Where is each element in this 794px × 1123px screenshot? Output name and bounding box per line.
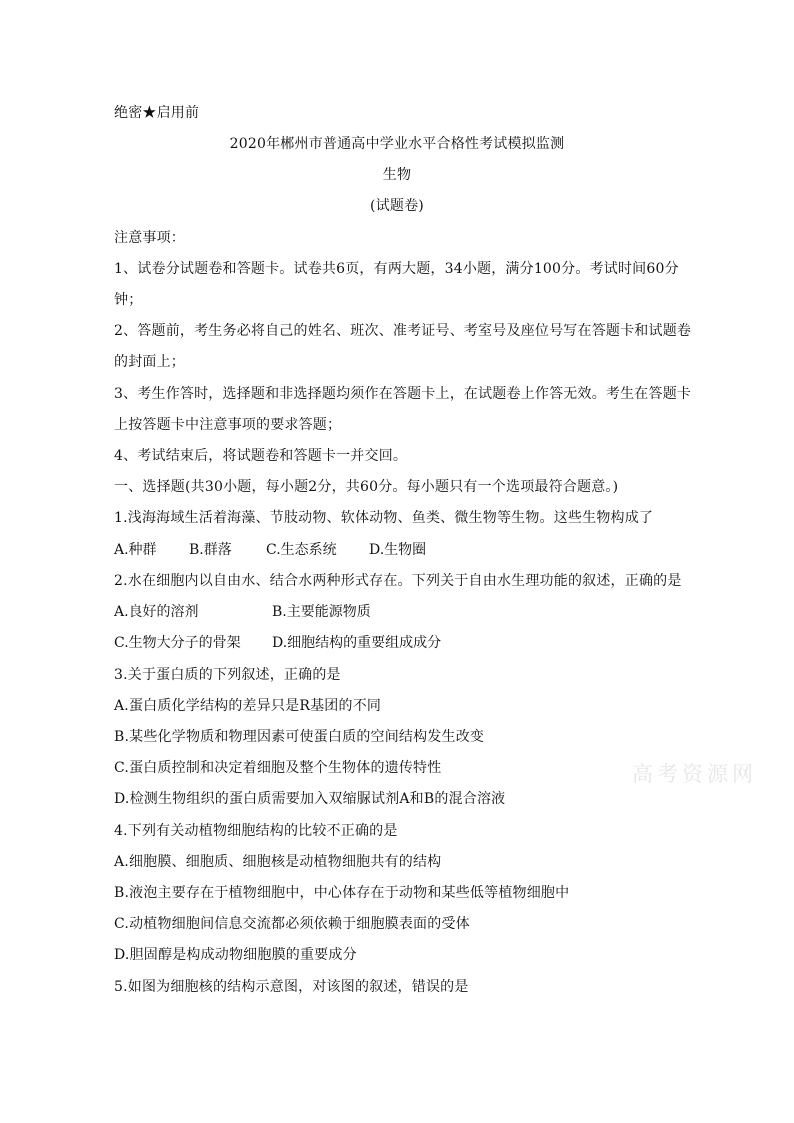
watermark: 高考资源网 (632, 762, 757, 786)
notes-heading: 注意事项： (114, 230, 185, 246)
q3-option-a: A.蛋白质化学结构的差异只是R基团的不同 (114, 698, 382, 714)
q4-option-a: A.细胞膜、细胞质、细胞核是动植物细胞共有的结构 (114, 854, 442, 870)
q2-option-b: B.主要能源物质 (272, 604, 371, 620)
q2-option-a: A.良好的溶剂 (114, 604, 199, 620)
secret-label: 绝密★启用前 (114, 105, 200, 121)
q1-option-d: D.生物圈 (369, 542, 427, 558)
note-3-line-2: 上按答题卡中注意事项的要求答题； (114, 417, 342, 433)
q1-option-c: C.生态系统 (266, 542, 337, 558)
q1-option-a: A.种群 (114, 542, 157, 558)
note-1-line-2: 钟； (114, 292, 143, 308)
q2-option-c: C.生物大分子的骨架 (114, 635, 241, 651)
note-2-line-1: 2、答题前，考生务必将自己的姓名、班次、准考证号、考室号及座位号写在答题卡和试题卷 (114, 323, 692, 339)
q1-stem: 1.浅海海域生活着海藻、节肢动物、软体动物、鱼类、微生物等生物。这些生物构成了 (114, 510, 654, 526)
paper-type: (试题卷) (370, 198, 424, 214)
q2-stem: 2.水在细胞内以自由水、结合水两种形式存在。下列关于自由水生理功能的叙述，正确的是 (114, 573, 682, 589)
q2-option-d: D.细胞结构的重要组成成分 (272, 635, 442, 651)
q3-option-b: B.某些化学物质和物理因素可使蛋白质的空间结构发生改变 (114, 729, 485, 745)
q4-option-d: D.胆固醇是构成动物细胞膜的重要成分 (114, 947, 357, 963)
note-1-line-1: 1、试卷分试题卷和答题卡。试卷共6页，有两大题，34小题，满分100分。考试时间60分 (114, 261, 679, 277)
q3-option-c: C.蛋白质控制和决定着细胞及整个生物体的遗传特性 (114, 760, 442, 776)
q4-option-c: C.动植物细胞间信息交流都必须依赖于细胞膜表面的受体 (114, 916, 470, 932)
q4-stem: 4.下列有关动植物细胞结构的比较不正确的是 (114, 823, 398, 839)
note-3-line-1: 3、考生作答时，选择题和非选择题均须作在答题卡上，在试题卷上作答无效。考生在答题卡 (114, 386, 692, 402)
q1-option-b: B.群落 (189, 542, 232, 558)
section-heading: 一、选择题(共30小题，每小题2分，共60分。每小题只有一个选项最符合题意。) (114, 479, 619, 495)
exam-title: 2020年郴州市普通高中学业水平合格性考试模拟监测 (229, 136, 565, 152)
subject-title: 生物 (382, 167, 412, 183)
q5-stem: 5.如图为细胞核的结构示意图，对该图的叙述，错误的是 (114, 979, 469, 995)
note-4: 4、考试结束后，将试题卷和答题卡一并交回。 (114, 448, 408, 464)
note-2-line-2: 的封面上； (114, 354, 185, 370)
q3-stem: 3.关于蛋白质的下列叙述，正确的是 (114, 667, 341, 683)
q3-option-d: D.检测生物组织的蛋白质需要加入双缩脲试剂A和B的混合溶液 (114, 791, 506, 807)
q4-option-b: B.液泡主要存在于植物细胞中，中心体存在于动物和某些低等植物细胞中 (114, 885, 570, 901)
